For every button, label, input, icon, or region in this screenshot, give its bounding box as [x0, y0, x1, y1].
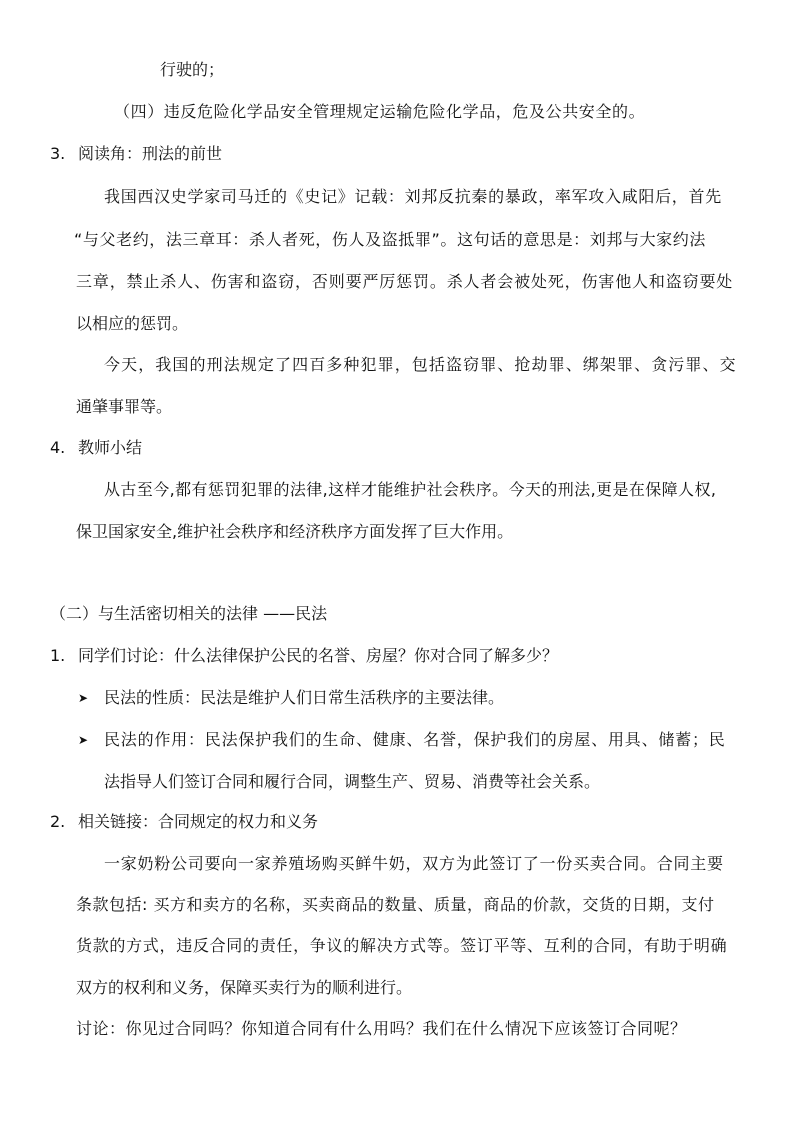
text: 行驶的；: [160, 60, 225, 79]
text: 讨论：你见过合同吗？你知道合同有什么用吗？我们在什么情况下应该签订合同呢？: [76, 1019, 687, 1038]
text: 通肇事罪等。: [76, 397, 173, 416]
text: 法指导人们签订合同和履行合同，调整生产、贸易、消费等社会关系。: [104, 772, 601, 791]
text: 从古至今,都有惩罚犯罪的法律,这样才能维护社会秩序。今天的刑法,更是在保障人权,: [104, 480, 717, 499]
text: 民法的作用：民法保护我们的生命、健康、名誉，保护我们的房屋、用具、储蓄；民: [104, 730, 726, 749]
list-number: 3.: [50, 144, 66, 163]
heading-text: （二）与生活密切相关的法律 ——民法: [50, 604, 328, 623]
list-number: 4.: [50, 438, 66, 457]
text: 今天，我国的刑法规定了四百多种犯罪，包括盗窃罪、抢劫罪、绑架罪、贪污罪、交: [104, 355, 737, 374]
text: “与父老约，法三章耳：杀人者死，伤人及盗抵罪”。这句话的意思是：刘邦与大家约法: [74, 230, 706, 249]
text: （四）违反危险化学品安全管理规定运输危险化学品，危及公共安全的。: [114, 102, 646, 121]
text: 货款的方式，违反合同的责任，争议的解决方式等。签订平等、互利的合同，有助于明确: [76, 936, 728, 955]
arrow-bullet-icon: ➤: [78, 733, 89, 747]
text: 双方的权利和义务，保障买卖行为的顺利进行。: [76, 978, 413, 997]
section-title: 相关链接：合同规定的权力和义务: [78, 812, 319, 831]
arrow-bullet-icon: ➤: [78, 691, 89, 705]
text: 民法的性质：民法是维护人们日常生活秩序的主要法律。: [104, 688, 505, 707]
text: 一家奶粉公司要向一家养殖场购买鲜牛奶，双方为此签订了一份买卖合同。合同主要: [104, 854, 724, 873]
text: 我国西汉史学家司马迁的《史记》记载：刘邦反抗秦的暴政，率军攻入咸阳后，首先: [104, 187, 722, 206]
section-title: 教师小结: [78, 438, 143, 457]
text: 三章，禁止杀人、伤害和盗窃，否则要严厉惩罚。杀人者会被处死，伤害他人和盗窃要处: [76, 272, 734, 291]
text: 条款包括: 买方和卖方的名称，买卖商品的数量、质量，商品的价款，交货的日期，支付: [76, 895, 715, 914]
list-number: 1.: [50, 646, 66, 665]
section-title: 同学们讨论：什么法律保护公民的名誉、房屋？你对合同了解多少？: [78, 646, 559, 665]
section-title: 阅读角：刑法的前世: [78, 144, 223, 163]
text: 保卫国家安全,维护社会秩序和经济秩序方面发挥了巨大作用。: [76, 522, 514, 541]
list-number: 2.: [50, 812, 66, 831]
text: 以相应的惩罚。: [76, 314, 189, 333]
